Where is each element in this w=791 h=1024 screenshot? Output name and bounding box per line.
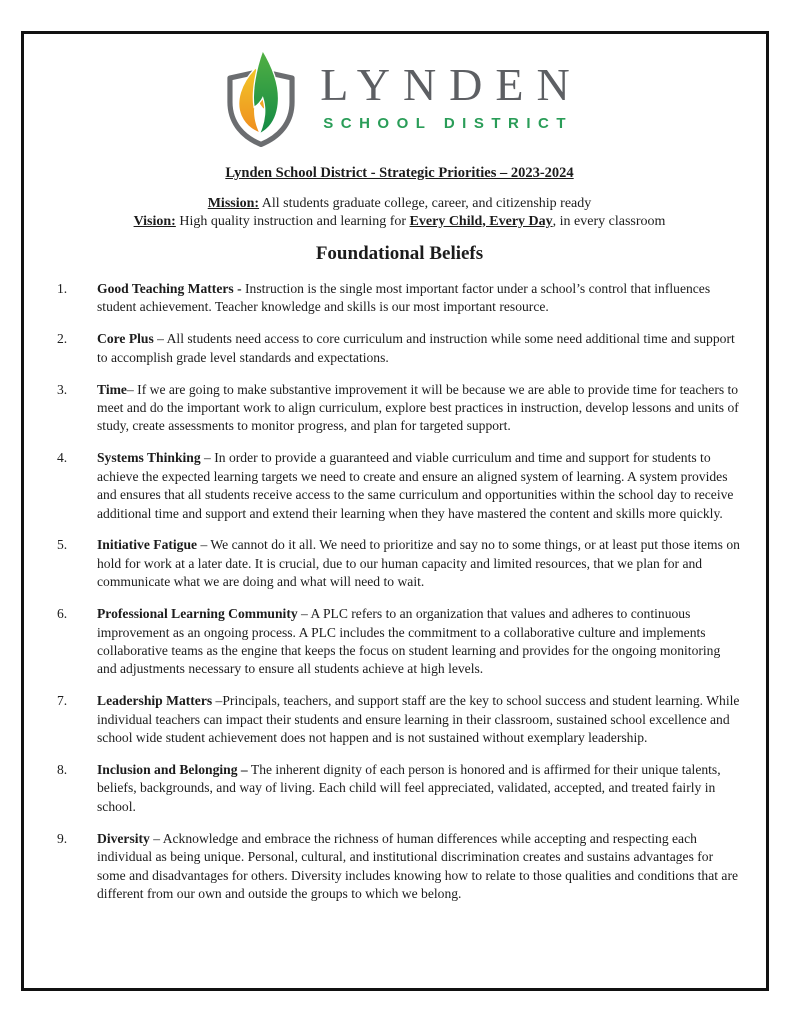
belief-text (97, 381, 740, 436)
belief-number: 1. (57, 281, 68, 296)
belief-text (97, 830, 740, 904)
district-logo (57, 46, 742, 148)
belief-title: Time (97, 381, 127, 397)
belief-description: All students need access to core curriculum and instruction while some need additional time and support to accomplish grade level standards and expectations. (97, 331, 735, 365)
belief-item (57, 605, 742, 679)
belief-separator: – (197, 537, 211, 553)
document-title: Lynden School District - Strategic Priorities – 2023-2024 (225, 165, 574, 181)
belief-item (57, 280, 742, 317)
belief-title: Diversity (97, 830, 150, 846)
mission-text: All students graduate college, career, and citizenship ready (259, 196, 592, 211)
belief-text (97, 330, 740, 367)
belief-number: 3. (57, 381, 68, 397)
section-title: Foundational Beliefs (315, 243, 484, 264)
belief-number: 7. (57, 693, 68, 709)
belief-separator: – (297, 606, 311, 622)
belief-description: The inherent dignity of each person is honored and is affirmed for their unique talents, beliefs, backgrounds, and way of living. Each child will feel appreciated, validated, accepted, and treated fairly in school. (97, 762, 721, 814)
belief-text (97, 280, 740, 317)
beliefs-list (57, 280, 742, 903)
belief-item (57, 330, 742, 367)
logo-wordmark: LYNDEN (320, 59, 583, 110)
belief-title: Inclusion and Belonging – (97, 762, 248, 778)
belief-title: Systems Thinking (97, 450, 201, 466)
belief-separator: – (200, 450, 215, 466)
belief-title: Professional Learning Community (97, 606, 298, 622)
vision-text-after: , in every classroom (552, 213, 666, 229)
belief-item (57, 381, 742, 436)
belief-text (97, 692, 740, 747)
mission-line (57, 195, 742, 213)
belief-number: 2. (57, 331, 68, 347)
mission-vision-block (57, 195, 742, 230)
belief-description: If we are going to make substantive improvement it will be because we are able to provide time for teachers to meet and do the important work to align curriculum, explore best practices in instruction, develop lessons and units of study, create assessments to monitor progress, and plan for targeted support. (97, 381, 739, 434)
belief-description: We cannot do it all. We need to prioritize and say no to some things, or at least put those items on hold for work at a later date. It is crucial, due to our human capacity and limited resources, that we plan for and communicate what we are doing and what will need to wait. (97, 537, 740, 590)
shield-flame-icon (216, 47, 306, 147)
belief-item (57, 830, 742, 904)
belief-text (97, 449, 740, 523)
belief-description: In order to provide a guaranteed and viable curriculum and time and support for students to achieve the expected learning targets we need to create and ensure an aligned system of learning. A system provides and ensures that all students receive access to the same curriculum and opportunities within the school day to receive additional time and support and extend their learning when they have mastered the content and skills more quickly. (97, 450, 734, 521)
belief-number: 6. (57, 606, 68, 622)
belief-description: Instruction is the single most important factor under a school’s control that influences student achievement. Teacher knowledge and skills is our most important resource. (97, 281, 711, 315)
belief-description: Acknowledge and embrace the richness of human differences while accepting and respecting each individual as being unique. Personal, cultural, and institutional discrimination creates and sustains advantages for some and disadvantages for others. Diversity includes knowing how to relate to those qualities and conditions that are different from our own and outside the groups to which we belong. (97, 830, 739, 901)
belief-item (57, 692, 742, 747)
belief-item (57, 536, 742, 591)
belief-separator: – (126, 381, 138, 397)
page-border (21, 31, 769, 991)
vision-line (57, 213, 742, 231)
belief-number: 4. (57, 450, 68, 466)
belief-separator: – (153, 331, 167, 347)
belief-title: Initiative Fatigue (97, 537, 198, 553)
belief-description: A PLC refers to an organization that values and adheres to continuous improvement as an ongoing process. A PLC includes the commitment to a collaborative culture and implements collaborative teams as the engine that keeps the focus on student learning and provides for the ongoing monitoring and adjustments necessary to ensure all students achieve at high levels. (97, 606, 721, 677)
belief-separator: – (149, 830, 163, 846)
belief-number: 9. (57, 830, 68, 846)
belief-text (97, 605, 740, 679)
belief-title: Core Plus (97, 331, 154, 347)
belief-title: Leadership Matters (97, 693, 213, 709)
logo-text-block (320, 59, 583, 132)
belief-number: 5. (57, 537, 68, 553)
belief-separator: – (212, 693, 223, 709)
vision-emphasis: Every Child, Every Day (409, 213, 553, 229)
belief-description: Principals, teachers, and support staff are the key to school success and student learning. While individual teachers can impact their students and ensure learning in their classroom, sustained school excellence and school wide student achievement does not happen and is not sustained without exemplary leadership. (97, 693, 740, 746)
logo-subtitle: SCHOOL DISTRICT (323, 115, 573, 132)
belief-item (57, 449, 742, 523)
belief-item (57, 761, 742, 816)
belief-title: Good Teaching Matters - (97, 281, 246, 296)
vision-text-before: High quality instruction and learning for (175, 213, 410, 229)
vision-label: Vision: (133, 213, 176, 229)
mission-label: Mission: (207, 196, 260, 211)
belief-text (97, 761, 740, 816)
belief-text (97, 536, 740, 591)
belief-number: 8. (57, 762, 68, 778)
